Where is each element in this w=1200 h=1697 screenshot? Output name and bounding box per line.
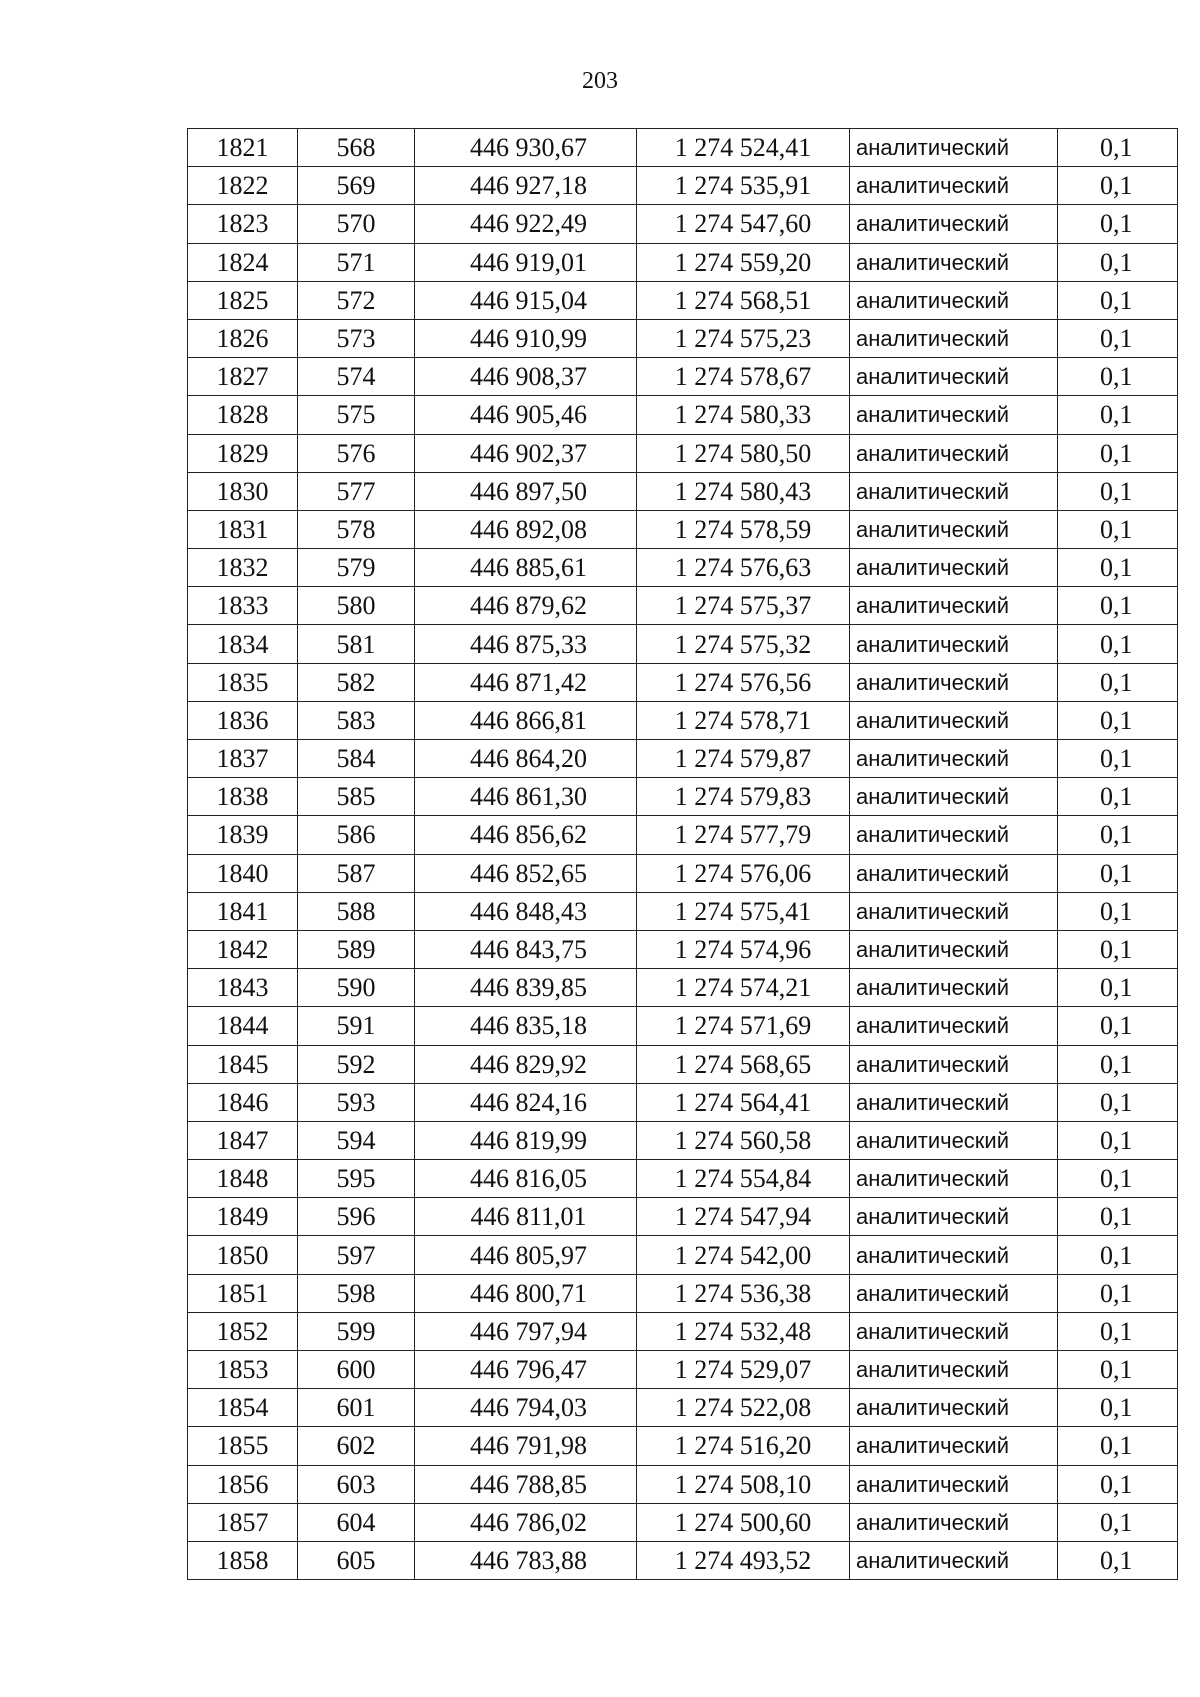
table-row: [188, 778, 1178, 816]
cell-x-coordinate: 446 848,43: [415, 892, 637, 930]
cell-accuracy: 0,1: [1058, 587, 1178, 625]
cell-x-coordinate: 446 922,49: [415, 205, 637, 243]
cell-method: аналитический: [850, 740, 1058, 778]
cell-y-coordinate: 1 274 578,67: [637, 358, 850, 396]
cell-accuracy: 0,1: [1058, 1312, 1178, 1350]
cell-x-coordinate: 446 800,71: [415, 1274, 637, 1312]
cell-point-number: 1846: [188, 1083, 298, 1121]
cell-y-coordinate: 1 274 542,00: [637, 1236, 850, 1274]
cell-y-coordinate: 1 274 578,59: [637, 510, 850, 548]
cell-point-number: 1849: [188, 1198, 298, 1236]
table-row: [188, 358, 1178, 396]
table-row: [188, 892, 1178, 930]
table-row: [188, 969, 1178, 1007]
coordinates-table-body: [188, 129, 1178, 1580]
cell-accuracy: 0,1: [1058, 1351, 1178, 1389]
cell-x-coordinate: 446 905,46: [415, 396, 637, 434]
cell-y-coordinate: 1 274 535,91: [637, 167, 850, 205]
cell-method: аналитический: [850, 472, 1058, 510]
cell-x-coordinate: 446 866,81: [415, 701, 637, 739]
cell-accuracy: 0,1: [1058, 663, 1178, 701]
cell-point-id: 572: [298, 281, 415, 319]
cell-y-coordinate: 1 274 554,84: [637, 1160, 850, 1198]
table-row: [188, 129, 1178, 167]
cell-accuracy: 0,1: [1058, 434, 1178, 472]
cell-point-number: 1848: [188, 1160, 298, 1198]
table-row: [188, 1351, 1178, 1389]
cell-x-coordinate: 446 843,75: [415, 930, 637, 968]
cell-point-id: 569: [298, 167, 415, 205]
cell-x-coordinate: 446 930,67: [415, 129, 637, 167]
cell-point-number: 1839: [188, 816, 298, 854]
cell-y-coordinate: 1 274 508,10: [637, 1465, 850, 1503]
cell-point-number: 1831: [188, 510, 298, 548]
table-row: [188, 396, 1178, 434]
cell-method: аналитический: [850, 1274, 1058, 1312]
cell-point-number: 1824: [188, 243, 298, 281]
cell-x-coordinate: 446 797,94: [415, 1312, 637, 1350]
cell-method: аналитический: [850, 243, 1058, 281]
cell-accuracy: 0,1: [1058, 358, 1178, 396]
cell-x-coordinate: 446 885,61: [415, 549, 637, 587]
cell-accuracy: 0,1: [1058, 854, 1178, 892]
cell-point-number: 1821: [188, 129, 298, 167]
cell-point-number: 1837: [188, 740, 298, 778]
cell-point-number: 1843: [188, 969, 298, 1007]
cell-x-coordinate: 446 864,20: [415, 740, 637, 778]
cell-y-coordinate: 1 274 522,08: [637, 1389, 850, 1427]
cell-x-coordinate: 446 919,01: [415, 243, 637, 281]
cell-y-coordinate: 1 274 529,07: [637, 1351, 850, 1389]
cell-point-id: 574: [298, 358, 415, 396]
cell-accuracy: 0,1: [1058, 1274, 1178, 1312]
cell-point-number: 1857: [188, 1503, 298, 1541]
table-row: [188, 167, 1178, 205]
cell-point-id: 593: [298, 1083, 415, 1121]
cell-x-coordinate: 446 829,92: [415, 1045, 637, 1083]
cell-point-id: 603: [298, 1465, 415, 1503]
cell-point-id: 576: [298, 434, 415, 472]
table-row: [188, 1541, 1178, 1579]
cell-x-coordinate: 446 871,42: [415, 663, 637, 701]
cell-accuracy: 0,1: [1058, 778, 1178, 816]
cell-accuracy: 0,1: [1058, 1236, 1178, 1274]
cell-point-number: 1838: [188, 778, 298, 816]
cell-accuracy: 0,1: [1058, 472, 1178, 510]
cell-x-coordinate: 446 791,98: [415, 1427, 637, 1465]
cell-y-coordinate: 1 274 577,79: [637, 816, 850, 854]
cell-point-number: 1832: [188, 549, 298, 587]
cell-point-number: 1826: [188, 319, 298, 357]
cell-x-coordinate: 446 861,30: [415, 778, 637, 816]
cell-x-coordinate: 446 915,04: [415, 281, 637, 319]
cell-y-coordinate: 1 274 571,69: [637, 1007, 850, 1045]
cell-y-coordinate: 1 274 576,56: [637, 663, 850, 701]
cell-point-number: 1845: [188, 1045, 298, 1083]
cell-y-coordinate: 1 274 524,41: [637, 129, 850, 167]
cell-x-coordinate: 446 927,18: [415, 167, 637, 205]
cell-x-coordinate: 446 879,62: [415, 587, 637, 625]
cell-point-number: 1840: [188, 854, 298, 892]
cell-y-coordinate: 1 274 574,21: [637, 969, 850, 1007]
table-row: [188, 205, 1178, 243]
cell-accuracy: 0,1: [1058, 1503, 1178, 1541]
cell-point-id: 575: [298, 396, 415, 434]
cell-x-coordinate: 446 796,47: [415, 1351, 637, 1389]
cell-accuracy: 0,1: [1058, 969, 1178, 1007]
table-row: [188, 1198, 1178, 1236]
cell-y-coordinate: 1 274 574,96: [637, 930, 850, 968]
cell-x-coordinate: 446 835,18: [415, 1007, 637, 1045]
cell-point-number: 1850: [188, 1236, 298, 1274]
cell-point-id: 605: [298, 1541, 415, 1579]
cell-y-coordinate: 1 274 532,48: [637, 1312, 850, 1350]
cell-method: аналитический: [850, 701, 1058, 739]
cell-point-id: 578: [298, 510, 415, 548]
cell-method: аналитический: [850, 625, 1058, 663]
cell-accuracy: 0,1: [1058, 281, 1178, 319]
cell-accuracy: 0,1: [1058, 1121, 1178, 1159]
cell-accuracy: 0,1: [1058, 1198, 1178, 1236]
cell-y-coordinate: 1 274 578,71: [637, 701, 850, 739]
cell-x-coordinate: 446 892,08: [415, 510, 637, 548]
cell-point-number: 1830: [188, 472, 298, 510]
cell-method: аналитический: [850, 396, 1058, 434]
cell-point-id: 584: [298, 740, 415, 778]
cell-y-coordinate: 1 274 580,43: [637, 472, 850, 510]
cell-method: аналитический: [850, 434, 1058, 472]
cell-point-id: 573: [298, 319, 415, 357]
table-row: [188, 625, 1178, 663]
table-row: [188, 472, 1178, 510]
cell-point-id: 599: [298, 1312, 415, 1350]
cell-y-coordinate: 1 274 568,65: [637, 1045, 850, 1083]
cell-point-id: 598: [298, 1274, 415, 1312]
cell-accuracy: 0,1: [1058, 701, 1178, 739]
cell-point-id: 600: [298, 1351, 415, 1389]
cell-point-number: 1825: [188, 281, 298, 319]
cell-y-coordinate: 1 274 547,94: [637, 1198, 850, 1236]
cell-point-id: 568: [298, 129, 415, 167]
cell-x-coordinate: 446 788,85: [415, 1465, 637, 1503]
cell-x-coordinate: 446 902,37: [415, 434, 637, 472]
cell-point-id: 589: [298, 930, 415, 968]
cell-accuracy: 0,1: [1058, 396, 1178, 434]
cell-accuracy: 0,1: [1058, 319, 1178, 357]
cell-point-id: 571: [298, 243, 415, 281]
cell-y-coordinate: 1 274 579,87: [637, 740, 850, 778]
table-row: [188, 510, 1178, 548]
cell-point-id: 592: [298, 1045, 415, 1083]
cell-method: аналитический: [850, 1160, 1058, 1198]
cell-point-id: 570: [298, 205, 415, 243]
cell-y-coordinate: 1 274 580,50: [637, 434, 850, 472]
cell-method: аналитический: [850, 854, 1058, 892]
cell-accuracy: 0,1: [1058, 892, 1178, 930]
cell-method: аналитический: [850, 1465, 1058, 1503]
cell-y-coordinate: 1 274 579,83: [637, 778, 850, 816]
cell-method: аналитический: [850, 1312, 1058, 1350]
cell-method: аналитический: [850, 510, 1058, 548]
coordinates-table: [187, 128, 1178, 1580]
cell-accuracy: 0,1: [1058, 549, 1178, 587]
cell-method: аналитический: [850, 1503, 1058, 1541]
cell-x-coordinate: 446 875,33: [415, 625, 637, 663]
cell-method: аналитический: [850, 892, 1058, 930]
cell-point-id: 581: [298, 625, 415, 663]
table-row: [188, 1312, 1178, 1350]
cell-method: аналитический: [850, 969, 1058, 1007]
table-row: [188, 663, 1178, 701]
cell-y-coordinate: 1 274 575,32: [637, 625, 850, 663]
cell-point-id: 595: [298, 1160, 415, 1198]
cell-method: аналитический: [850, 1198, 1058, 1236]
cell-y-coordinate: 1 274 493,52: [637, 1541, 850, 1579]
cell-point-number: 1828: [188, 396, 298, 434]
table-row: [188, 854, 1178, 892]
cell-y-coordinate: 1 274 576,06: [637, 854, 850, 892]
cell-accuracy: 0,1: [1058, 510, 1178, 548]
cell-y-coordinate: 1 274 559,20: [637, 243, 850, 281]
cell-point-id: 591: [298, 1007, 415, 1045]
cell-y-coordinate: 1 274 500,60: [637, 1503, 850, 1541]
cell-y-coordinate: 1 274 580,33: [637, 396, 850, 434]
table-row: [188, 1427, 1178, 1465]
cell-method: аналитический: [850, 1236, 1058, 1274]
cell-point-number: 1822: [188, 167, 298, 205]
table-row: [188, 1121, 1178, 1159]
cell-point-id: 586: [298, 816, 415, 854]
cell-x-coordinate: 446 908,37: [415, 358, 637, 396]
cell-y-coordinate: 1 274 576,63: [637, 549, 850, 587]
cell-point-number: 1852: [188, 1312, 298, 1350]
table-row: [188, 1083, 1178, 1121]
cell-method: аналитический: [850, 587, 1058, 625]
cell-x-coordinate: 446 852,65: [415, 854, 637, 892]
cell-accuracy: 0,1: [1058, 1160, 1178, 1198]
cell-accuracy: 0,1: [1058, 1045, 1178, 1083]
cell-y-coordinate: 1 274 564,41: [637, 1083, 850, 1121]
table-row: [188, 1160, 1178, 1198]
table-row: [188, 1274, 1178, 1312]
cell-method: аналитический: [850, 1351, 1058, 1389]
cell-method: аналитический: [850, 816, 1058, 854]
cell-accuracy: 0,1: [1058, 1389, 1178, 1427]
table-row: [188, 816, 1178, 854]
cell-method: аналитический: [850, 1121, 1058, 1159]
cell-point-id: 602: [298, 1427, 415, 1465]
cell-point-id: 590: [298, 969, 415, 1007]
cell-accuracy: 0,1: [1058, 816, 1178, 854]
cell-point-id: 579: [298, 549, 415, 587]
cell-method: аналитический: [850, 549, 1058, 587]
table-row: [188, 701, 1178, 739]
cell-method: аналитический: [850, 167, 1058, 205]
cell-accuracy: 0,1: [1058, 1541, 1178, 1579]
cell-point-number: 1835: [188, 663, 298, 701]
cell-method: аналитический: [850, 1427, 1058, 1465]
cell-x-coordinate: 446 824,16: [415, 1083, 637, 1121]
table-row: [188, 1236, 1178, 1274]
table-row: [188, 243, 1178, 281]
table-row: [188, 1389, 1178, 1427]
cell-point-id: 601: [298, 1389, 415, 1427]
cell-x-coordinate: 446 794,03: [415, 1389, 637, 1427]
cell-x-coordinate: 446 897,50: [415, 472, 637, 510]
cell-accuracy: 0,1: [1058, 740, 1178, 778]
cell-point-id: 580: [298, 587, 415, 625]
cell-method: аналитический: [850, 1045, 1058, 1083]
cell-y-coordinate: 1 274 547,60: [637, 205, 850, 243]
cell-point-number: 1836: [188, 701, 298, 739]
table-row: [188, 549, 1178, 587]
cell-y-coordinate: 1 274 575,23: [637, 319, 850, 357]
cell-point-number: 1844: [188, 1007, 298, 1045]
cell-x-coordinate: 446 819,99: [415, 1121, 637, 1159]
cell-point-number: 1823: [188, 205, 298, 243]
cell-accuracy: 0,1: [1058, 167, 1178, 205]
cell-point-id: 604: [298, 1503, 415, 1541]
cell-method: аналитический: [850, 1007, 1058, 1045]
cell-y-coordinate: 1 274 575,37: [637, 587, 850, 625]
table-row: [188, 1503, 1178, 1541]
cell-x-coordinate: 446 805,97: [415, 1236, 637, 1274]
cell-method: аналитический: [850, 358, 1058, 396]
cell-point-id: 587: [298, 854, 415, 892]
cell-point-id: 588: [298, 892, 415, 930]
cell-x-coordinate: 446 839,85: [415, 969, 637, 1007]
cell-accuracy: 0,1: [1058, 930, 1178, 968]
cell-accuracy: 0,1: [1058, 625, 1178, 663]
cell-x-coordinate: 446 816,05: [415, 1160, 637, 1198]
cell-method: аналитический: [850, 319, 1058, 357]
cell-y-coordinate: 1 274 568,51: [637, 281, 850, 319]
cell-point-id: 577: [298, 472, 415, 510]
cell-point-number: 1841: [188, 892, 298, 930]
cell-point-number: 1851: [188, 1274, 298, 1312]
table-row: [188, 1007, 1178, 1045]
table-row: [188, 434, 1178, 472]
cell-accuracy: 0,1: [1058, 1007, 1178, 1045]
cell-point-id: 596: [298, 1198, 415, 1236]
table-row: [188, 740, 1178, 778]
cell-method: аналитический: [850, 930, 1058, 968]
table-row: [188, 587, 1178, 625]
cell-point-number: 1856: [188, 1465, 298, 1503]
cell-point-number: 1858: [188, 1541, 298, 1579]
cell-y-coordinate: 1 274 516,20: [637, 1427, 850, 1465]
cell-x-coordinate: 446 811,01: [415, 1198, 637, 1236]
cell-point-number: 1834: [188, 625, 298, 663]
cell-point-id: 597: [298, 1236, 415, 1274]
cell-point-number: 1855: [188, 1427, 298, 1465]
cell-y-coordinate: 1 274 536,38: [637, 1274, 850, 1312]
cell-point-number: 1827: [188, 358, 298, 396]
cell-point-id: 583: [298, 701, 415, 739]
cell-method: аналитический: [850, 778, 1058, 816]
cell-x-coordinate: 446 783,88: [415, 1541, 637, 1579]
cell-point-number: 1853: [188, 1351, 298, 1389]
cell-point-number: 1829: [188, 434, 298, 472]
cell-y-coordinate: 1 274 575,41: [637, 892, 850, 930]
cell-point-id: 585: [298, 778, 415, 816]
cell-point-id: 594: [298, 1121, 415, 1159]
cell-point-number: 1854: [188, 1389, 298, 1427]
cell-accuracy: 0,1: [1058, 1083, 1178, 1121]
table-row: [188, 319, 1178, 357]
table-row: [188, 281, 1178, 319]
cell-method: аналитический: [850, 663, 1058, 701]
cell-y-coordinate: 1 274 560,58: [637, 1121, 850, 1159]
cell-method: аналитический: [850, 1541, 1058, 1579]
table-row: [188, 1045, 1178, 1083]
cell-method: аналитический: [850, 205, 1058, 243]
cell-accuracy: 0,1: [1058, 1465, 1178, 1503]
cell-accuracy: 0,1: [1058, 129, 1178, 167]
cell-method: аналитический: [850, 281, 1058, 319]
cell-x-coordinate: 446 910,99: [415, 319, 637, 357]
table-row: [188, 1465, 1178, 1503]
cell-point-number: 1833: [188, 587, 298, 625]
cell-x-coordinate: 446 786,02: [415, 1503, 637, 1541]
page-number: 203: [582, 68, 618, 94]
cell-method: аналитический: [850, 1083, 1058, 1121]
cell-method: аналитический: [850, 129, 1058, 167]
cell-point-id: 582: [298, 663, 415, 701]
cell-accuracy: 0,1: [1058, 205, 1178, 243]
cell-point-number: 1842: [188, 930, 298, 968]
cell-accuracy: 0,1: [1058, 1427, 1178, 1465]
table-row: [188, 930, 1178, 968]
cell-point-number: 1847: [188, 1121, 298, 1159]
cell-accuracy: 0,1: [1058, 243, 1178, 281]
cell-x-coordinate: 446 856,62: [415, 816, 637, 854]
cell-method: аналитический: [850, 1389, 1058, 1427]
